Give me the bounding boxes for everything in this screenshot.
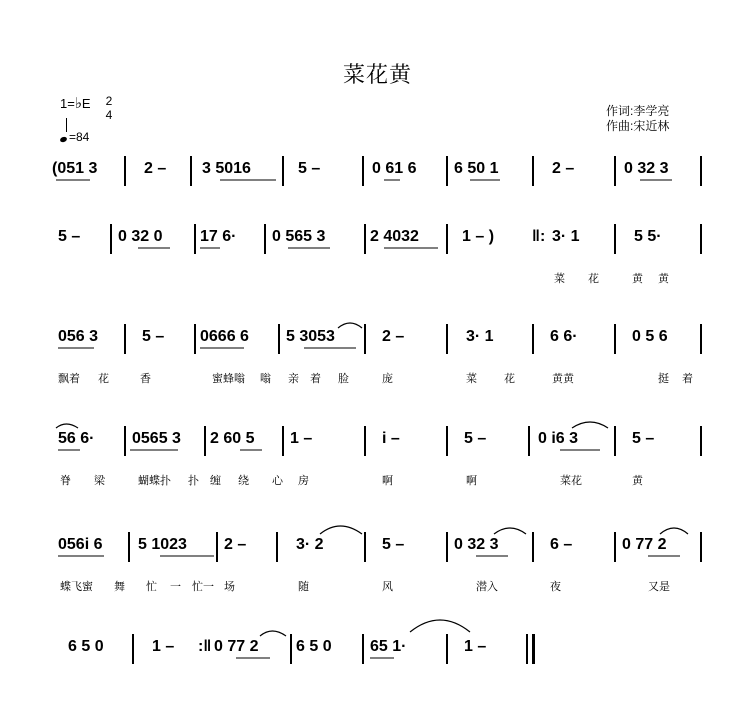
lyric: 黄 [632, 474, 643, 487]
bar-line [700, 324, 702, 354]
bar-line [532, 324, 534, 354]
lyric: 挺 [658, 372, 669, 385]
bar-line [446, 324, 448, 354]
lyric: 菜 [466, 372, 477, 385]
staff-line-4 [48, 430, 708, 490]
note-group: 5 – [464, 430, 487, 447]
note-group: 0 32 3 [624, 160, 669, 177]
bar-line [446, 634, 448, 664]
bar-line [700, 224, 702, 254]
composer: 作曲:宋近林 [606, 119, 670, 133]
note-group: 0 5 6 [632, 328, 668, 345]
lyric: 场 [224, 580, 235, 593]
note-group: 6 – [550, 536, 573, 553]
bar-line [190, 156, 192, 186]
staff-line-3 [48, 328, 708, 388]
lyrics-row [48, 472, 708, 488]
staff-line-2 [48, 228, 708, 288]
bar-line [446, 426, 448, 456]
note-group: 0 i6 3 [538, 430, 579, 447]
bar-line [532, 156, 534, 186]
note-group: 5 – [58, 228, 81, 245]
note-group: 2 – [382, 328, 405, 345]
note-group: 0 32 0 [118, 228, 163, 245]
lyric: 缠 [210, 474, 221, 487]
note-group: 056i 6 [58, 536, 103, 553]
key-signature [60, 94, 113, 122]
flat-sign: ♭ [74, 95, 82, 112]
bar-line [614, 156, 616, 186]
lyric: 黄 [632, 272, 643, 285]
lyric: 菜 [554, 272, 565, 285]
note-group: 5 3053 [286, 328, 335, 345]
note-group: 5 – [382, 536, 405, 553]
staff-line-6 [48, 638, 708, 698]
note-group: 0565 3 [132, 430, 181, 447]
notes-row [48, 430, 708, 460]
lyric: 梁 [94, 474, 105, 487]
slur-mark [410, 620, 470, 632]
note-group: 0 32 3 [454, 536, 499, 553]
lyric: 房 [298, 474, 309, 487]
bar-line [124, 156, 126, 186]
bar-line [614, 426, 616, 456]
lyric: 飘着 [58, 372, 80, 385]
lyric: 香 [140, 372, 151, 385]
lyric: 着 [682, 372, 693, 385]
quarter-note-icon [66, 118, 67, 132]
bar-line [282, 426, 284, 456]
note-group: 6 5 0 [68, 638, 104, 655]
bar-line [132, 634, 134, 664]
note-group: 0 61 6 [372, 160, 417, 177]
lyric: 潜入 [476, 580, 498, 593]
lyric: 蝴蝶扑 [138, 474, 171, 487]
note-group: 2 – [552, 160, 575, 177]
lyric: 忙 [146, 580, 157, 593]
bar-line [124, 324, 126, 354]
note-group: 5 5· [634, 228, 662, 245]
bar-line [362, 634, 364, 664]
lyric: 啊 [382, 474, 393, 487]
bar-line [364, 426, 366, 456]
staff-line-1 [48, 160, 708, 220]
note-group: 1 – ) [462, 228, 495, 245]
lyrics-row [48, 370, 708, 386]
bar-line [278, 324, 280, 354]
bar-line [194, 224, 196, 254]
bar-line [124, 426, 126, 456]
bar-line [700, 532, 702, 562]
lyric: 黄黄 [552, 372, 574, 385]
note-group: 0666 6 [200, 328, 249, 345]
bar-line [446, 156, 448, 186]
note-group: 5 – [298, 160, 321, 177]
slur-mark [260, 631, 286, 636]
lyric: 脸 [338, 372, 349, 385]
note-group: 6 5 0 [296, 638, 332, 655]
bar-line [700, 426, 702, 456]
note-group: 3· 2 [296, 536, 324, 553]
lyrics-row [48, 270, 708, 286]
bar-line [526, 634, 528, 664]
note-group: 3 5016 [202, 160, 251, 177]
credits [606, 104, 669, 134]
note-group: 2 4032 [370, 228, 419, 245]
bar-line [282, 156, 284, 186]
note-group: 5 – [632, 430, 655, 447]
song-title: 菜花黄 [342, 63, 412, 88]
tempo-marking [60, 130, 89, 144]
slur-mark [56, 424, 78, 428]
time-signature [104, 94, 114, 122]
note-group: 56 6· [58, 430, 95, 447]
note-group: 0 565 3 [272, 228, 326, 245]
note-group: 6 6· [550, 328, 578, 345]
bar-line [614, 224, 616, 254]
note-group: 0 77 2 [214, 638, 259, 655]
final-bar-line [532, 634, 535, 664]
note-group: 1 – [464, 638, 487, 655]
bar-line [216, 532, 218, 562]
bar-line [614, 532, 616, 562]
key-letter: E [81, 96, 91, 111]
note-group: 5 – [142, 328, 165, 345]
lyric: 花 [504, 372, 515, 385]
bar-line [364, 532, 366, 562]
bar-line [446, 532, 448, 562]
lyric: 心 [272, 474, 283, 487]
note-group: 2 60 5 [210, 430, 255, 447]
note-group: 056 3 [58, 328, 99, 345]
bar-line [128, 532, 130, 562]
key-prefix: 1= [60, 96, 75, 111]
bar-line [364, 324, 366, 354]
notes-row [48, 328, 708, 358]
lyric: 庞 [382, 372, 393, 385]
lyric: 风 [382, 580, 393, 593]
bar-line [364, 224, 366, 254]
lyric: 随 [298, 580, 309, 593]
bar-line [264, 224, 266, 254]
bar-line [614, 324, 616, 354]
note-group: 2 – [224, 536, 247, 553]
lyric: 菜花 [560, 474, 582, 487]
bar-line [700, 156, 702, 186]
note-group: 3· 1 [552, 228, 580, 245]
bar-line [276, 532, 278, 562]
time-top: 2 [105, 94, 113, 108]
note-group: 1 – [152, 638, 175, 655]
note-group: 17 6· [200, 228, 237, 245]
lyric: 忙一 [192, 580, 214, 593]
lyric: 扑 [188, 474, 199, 487]
notes-row [48, 228, 708, 258]
lyrics-row [48, 578, 708, 594]
note-group: 2 – [144, 160, 167, 177]
lyric: 亲 [288, 372, 299, 385]
lyric: 一 [170, 580, 181, 593]
note-group: 1 – [290, 430, 313, 447]
note-group: i – [382, 430, 400, 447]
note-group: 0 77 2 [622, 536, 667, 553]
note-head [59, 136, 67, 143]
bar-line [532, 532, 534, 562]
bar-line [204, 426, 206, 456]
note-group: (051 3 [52, 160, 98, 177]
lyric: 花 [98, 372, 109, 385]
lyric: 啊 [466, 474, 477, 487]
lyric: 着 [310, 372, 321, 385]
time-bottom: 4 [105, 108, 113, 122]
lyric: 脊 [60, 474, 71, 487]
slur-mark [494, 528, 526, 534]
bar-line [290, 634, 292, 664]
lyric: 舞 [114, 580, 125, 593]
note-group: 3· 1 [466, 328, 494, 345]
bar-line [362, 156, 364, 186]
lyric: 嗡 [260, 372, 271, 385]
lyric: 夜 [550, 580, 561, 593]
notes-row [48, 536, 708, 566]
slur-mark [320, 526, 362, 534]
notes-row [48, 638, 708, 668]
note-group: 65 1· [370, 638, 407, 655]
lyric: 又是 [648, 580, 670, 593]
lyricist: 作词:李学亮 [606, 104, 670, 118]
note-group: 6 50 1 [454, 160, 499, 177]
slur-mark [660, 528, 688, 534]
lyric: 蜜蜂嗡 [212, 372, 245, 385]
bar-line [528, 426, 530, 456]
repeat-start: ‖: [532, 228, 546, 245]
staff-line-5 [48, 536, 708, 596]
lyric: 花 [588, 272, 599, 285]
slur-mark [572, 422, 608, 428]
bar-line [194, 324, 196, 354]
lyric: 黄 [658, 272, 669, 285]
lyric: 蝶飞蜜 [60, 580, 93, 593]
notes-row [48, 160, 708, 190]
note-group: 5 1023 [138, 536, 187, 553]
lyric: 绕 [238, 474, 249, 487]
repeat-end: :‖ [198, 638, 212, 655]
bar-line [110, 224, 112, 254]
bar-line [446, 224, 448, 254]
tempo-value: =84 [69, 130, 90, 144]
